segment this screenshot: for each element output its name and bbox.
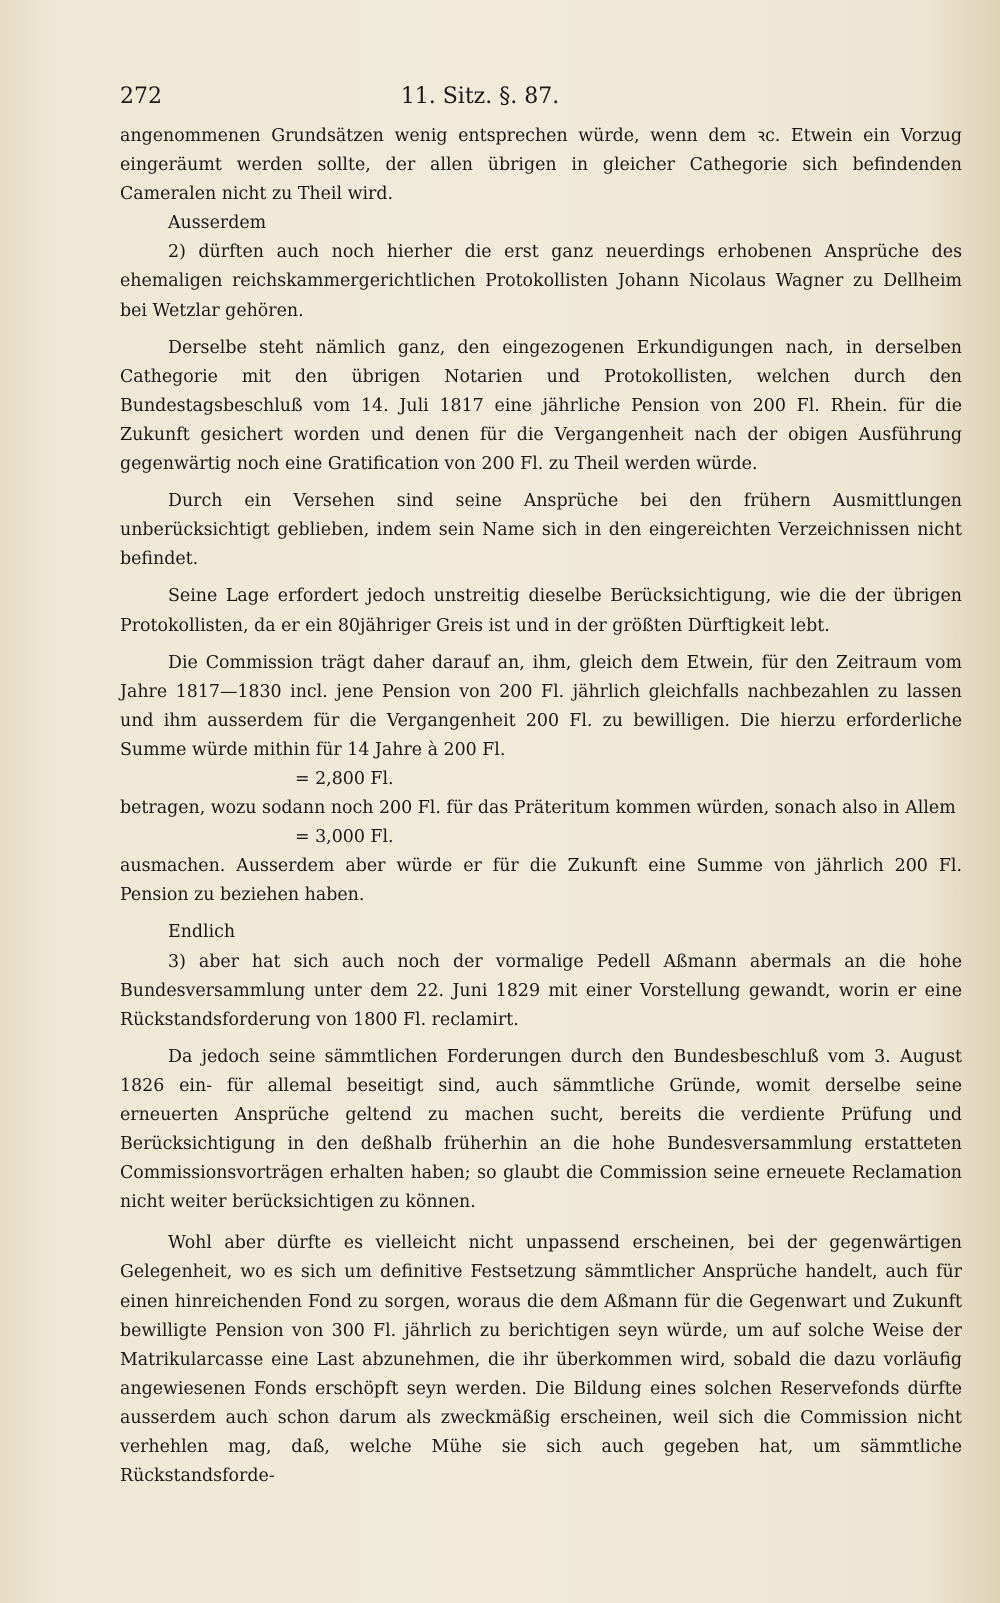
sum-line: = 2,800 Fl. (295, 768, 394, 789)
paragraph: Derselbe steht nämlich ganz, den eingezogenen Erkundigungen nach, in derselben Cathegorie mit den übrigen Notarien und Protokollisten, welchen durch den Bundestagsbeschluß vom 14. Juli 1817 eine jährliche Pension von 200 Fl. Rhein. für die Zukunft gesichert worden und denen für die Vergangenheit nach der obigen Ausführung gegenwärtig noch eine Gratification von 200 Fl. zu Theil werden würde. (120, 337, 962, 475)
paragraph: Wohl aber dürfte es vielleicht nicht unpassend erscheinen, bei der gegenwärtigen Gelegenheit, wo es sich um definitive Festsetzung sämmtlicher Ansprüche handelt, auch für einen hinreichenden Fond zu sorgen, woraus die dem Aßmann für die Gegenwart und Zukunft bewilligte Pension von 300 Fl. jährlich zu berichtigen seyn würde, um auf solche Weise der Matrikularcasse eine Last abzunehmen, die ihr überkommen wird, sobald die dazu vorläufig angewiesenen Fonds erschöpft seyn werden. Die Bildung eines solchen Reservefonds dürfte ausserdem auch schon darum als zweckmäßig erscheinen, weil sich die Commission nicht verhehlen mag, daß, welche Mühe sie sich auch gegeben hat, um sämmtliche Rückstandsforde- (120, 1233, 962, 1487)
page-number: 272 (120, 84, 162, 109)
page-header (120, 84, 962, 118)
paragraph: Ausserdem (168, 213, 267, 234)
paragraph: Durch ein Versehen sind seine Ansprüche bei den frühern Ausmittlungen unberücksichtigt geblieben, indem sein Name sich in den eingereichten Verzeichnissen nicht befindet. (120, 491, 962, 570)
paragraph: Seine Lage erfordert jedoch unstreitig dieselbe Berücksichtigung, wie die der übrigen Protokollisten, da er ein 80jähriger Greis ist und in der größten Dürftigkeit lebt. (120, 586, 962, 636)
sum-line: = 3,000 Fl. (295, 827, 394, 848)
paragraph: ausmachen. Ausserdem aber würde er für die Zukunft eine Summe von jährlich 200 Fl. Pension zu beziehen haben. (120, 856, 962, 906)
paragraph: betragen, wozu sodann noch 200 Fl. für das Präteritum kommen würden, sonach also in Allem (120, 798, 956, 819)
paragraph: angenommenen Grundsätzen wenig entsprechen würde, wenn dem ꝛc. Etwein ein Vorzug eingeräumt werden sollte, der allen übrigen in gleicher Cathegorie sich befindenden Cameralen nicht zu Theil wird. (120, 126, 962, 205)
body-text (120, 122, 962, 1491)
paragraph: 2) dürften auch noch hierher die erst ganz neuerdings erhobenen Ansprüche des ehemaligen reichskammergerichtlichen Protokollisten Johann Nicolaus Wagner zu Dellheim bei Wetzlar gehören. (120, 242, 962, 321)
paragraph: Endlich (168, 922, 236, 943)
paragraph: Die Commission trägt daher darauf an, ihm, gleich dem Etwein, für den Zeitraum vom Jahre 1817—1830 incl. jene Pension von 200 Fl. jährlich gleichfalls nachbezahlen zu lassen und ihm ausserdem für die Vergangenheit 200 Fl. zu bewilligen. Die hierzu erforderliche Summe würde mithin für 14 Jahre à 200 Fl. (120, 652, 962, 760)
paragraph: 3) aber hat sich auch noch der vormalige Pedell Aßmann abermals an die hohe Bundesversammlung unter dem 22. Juni 1829 mit einer Vorstellung gewandt, worin er eine Rückstandsforderung von 1800 Fl. reclamirt. (120, 951, 962, 1030)
running-head: 11. Sitz. §. 87. (400, 84, 560, 109)
paragraph: Da jedoch seine sämmtlichen Forderungen durch den Bundesbeschluß vom 3. August 1826 ein- für allemal beseitigt sind, auch sämmtliche Gründe, womit derselbe seine erneuerten Ansprüche geltend zu machen sucht, bereits die verdiente Prüfung und Berücksichtigung in den deßhalb früherhin an die hohe Bundesversammlung erstatteten Commissionsvorträgen erhalten haben; so glaubt die Commission seine erneuete Reclamation nicht weiter berücksichtigen zu können. (120, 1046, 962, 1213)
